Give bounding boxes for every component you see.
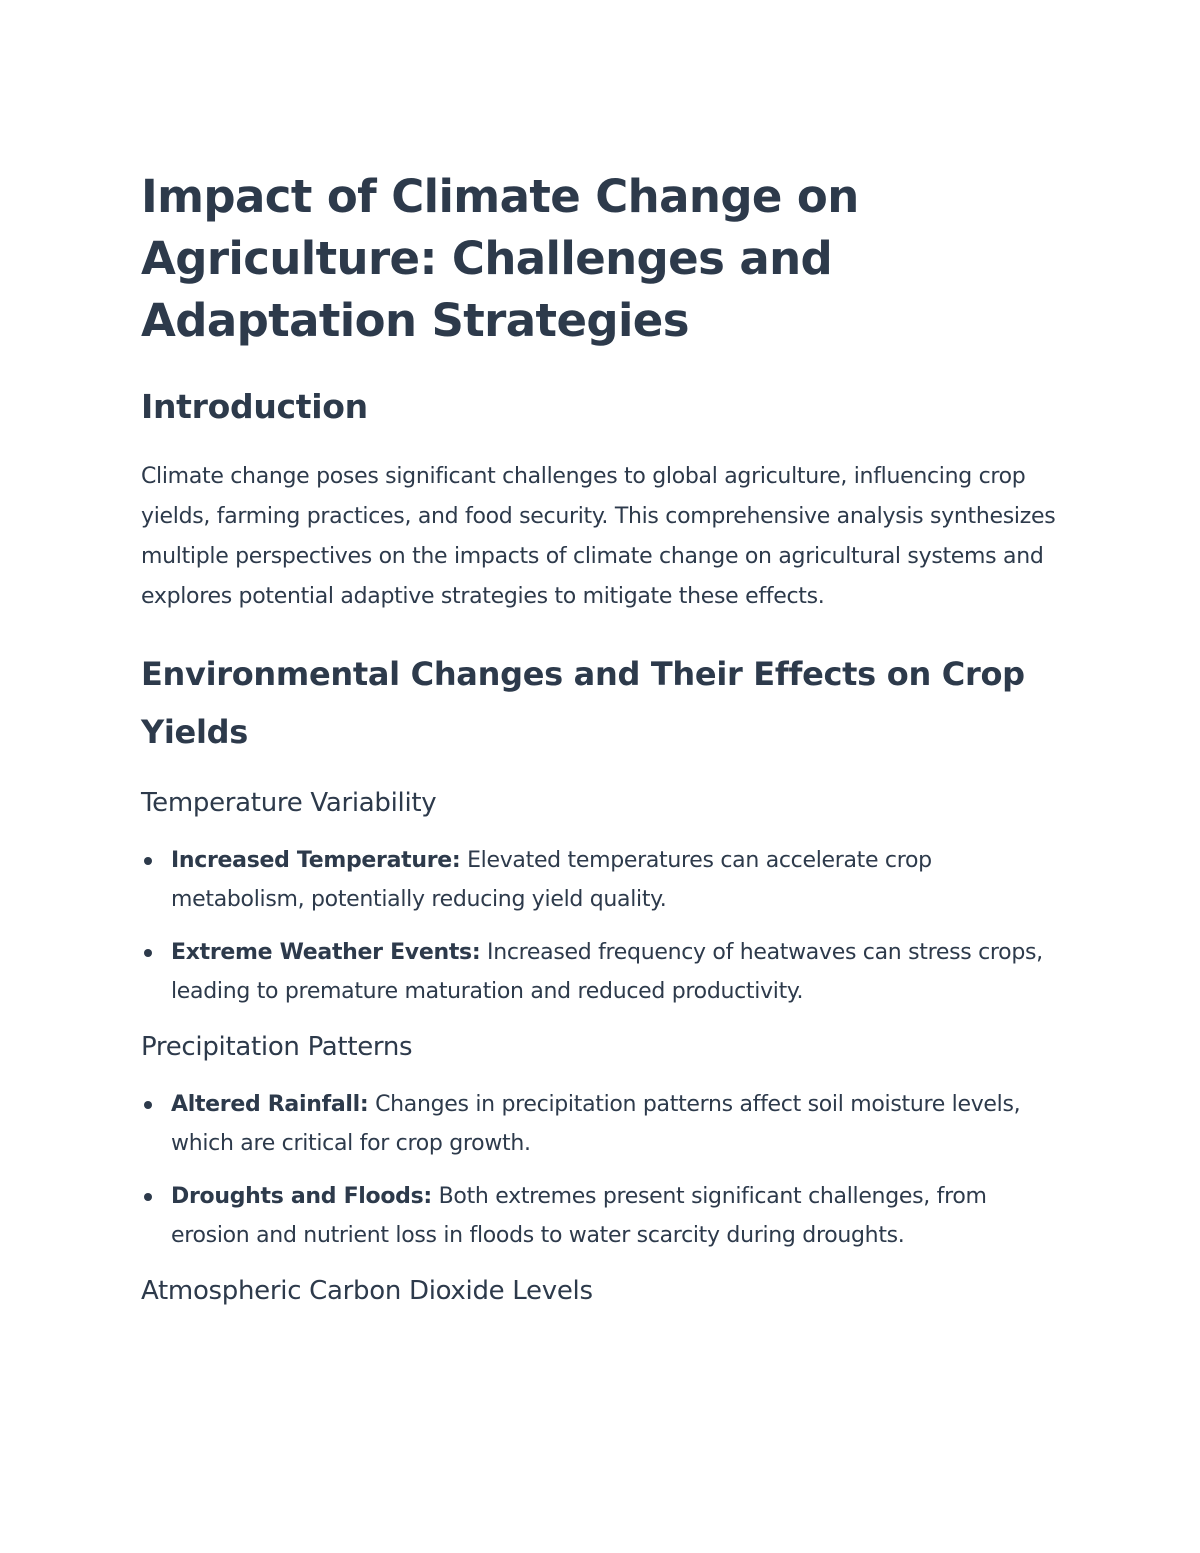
document-title: Impact of Climate Change on Agriculture: Challenges and Adaptation Strategies (141, 170, 859, 347)
list-item-term: Altered Rainfall: (171, 1092, 369, 1117)
bullet-icon (144, 1101, 152, 1109)
introduction-paragraph: Climate change poses significant challenges to global agriculture, influencing crop yields, farming practices, and food security. This comprehensive analysis synthesizes multiple perspectives on the impacts of climate change on agricultural systems and explores potential adaptive strategies to mitigate these effects. (141, 464, 1056, 609)
list-item-text: Increased frequency of heatwaves can stress crops, leading to premature maturation and reduced productivity. (171, 940, 1043, 1004)
precipitation-bullet-list (141, 1085, 1071, 1255)
list-item (141, 933, 1071, 1011)
bullet-icon (144, 1193, 152, 1201)
list-item-term: Increased Temperature: (171, 848, 461, 873)
environmental-changes-heading: Environmental Changes and Their Effects on Crop Yields (141, 655, 1025, 751)
list-item-term: Extreme Weather Events: (171, 940, 481, 965)
temperature-bullet-list (141, 841, 1071, 1011)
introduction-heading: Introduction (141, 387, 368, 426)
list-item-text: Elevated temperatures can accelerate crop metabolism, potentially reducing yield quality. (171, 848, 932, 912)
list-item (141, 841, 1071, 919)
bullet-icon (144, 857, 152, 865)
list-item-text: Changes in precipitation patterns affect soil moisture levels, which are critical for crop growth. (171, 1092, 1021, 1156)
bullet-icon (144, 949, 152, 957)
list-item-term: Droughts and Floods: (171, 1184, 432, 1209)
list-item (141, 1177, 1071, 1255)
list-item-text: Both extremes present significant challenges, from erosion and nutrient loss in floods to water scarcity during droughts. (171, 1184, 987, 1248)
document-page (141, 166, 1071, 1313)
carbon-dioxide-heading: Atmospheric Carbon Dioxide Levels (141, 1276, 593, 1306)
temperature-variability-heading: Temperature Variability (141, 788, 437, 818)
precipitation-patterns-heading: Precipitation Patterns (141, 1032, 413, 1062)
list-item (141, 1085, 1071, 1163)
